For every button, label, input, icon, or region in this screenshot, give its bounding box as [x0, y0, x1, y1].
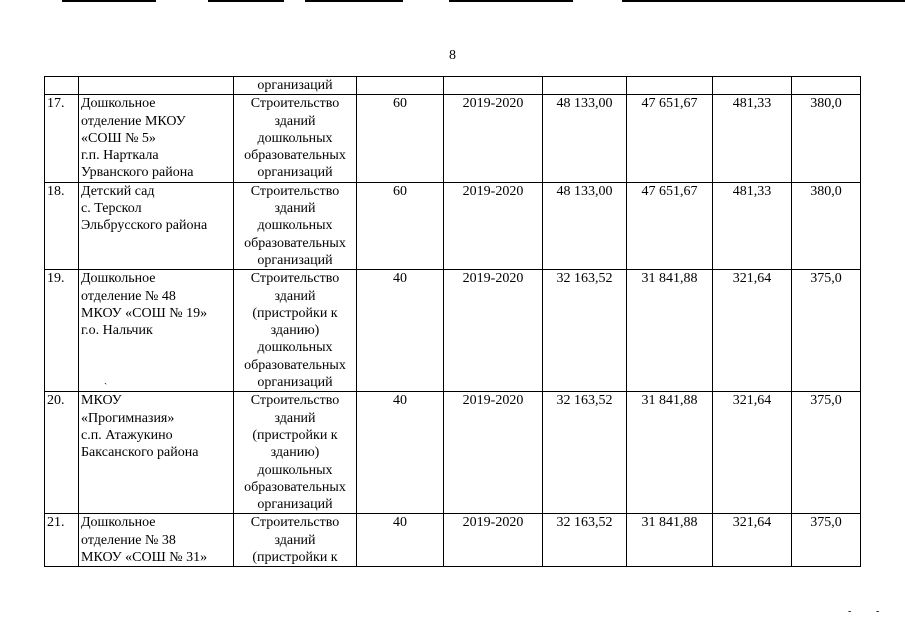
cell-cost: 380,0 — [792, 182, 861, 269]
table-row — [45, 392, 861, 514]
header-rule — [305, 0, 403, 2]
scan-mark: - — [876, 606, 880, 617]
cell-type-line: дошкольных — [257, 340, 333, 356]
cell-type-line: Строительство — [250, 393, 340, 409]
cell-cost — [792, 77, 861, 95]
cell-name-line: с.п. Атажукино — [81, 427, 173, 443]
cell-name-line: отделение № 48 — [81, 288, 176, 304]
cell-num: 20. — [45, 392, 79, 514]
cell-num: 19. — [45, 270, 79, 392]
cell-name-line: Дошкольное — [81, 515, 156, 531]
cell-cost: 375,0 — [792, 514, 861, 567]
cell-type-line: Строительство — [250, 96, 340, 112]
cell-num: 17. — [45, 95, 79, 182]
cell-regional: 321,64 — [713, 392, 792, 514]
cell-name — [79, 182, 234, 269]
cell-capacity: 60 — [357, 95, 444, 182]
header-rule — [62, 0, 156, 2]
table-row — [45, 77, 861, 95]
cell-total: 32 163,52 — [543, 392, 627, 514]
cell-type-line: зданий — [274, 113, 316, 129]
table-row — [45, 95, 861, 182]
cell-type: организаций — [234, 77, 357, 95]
table-row — [45, 182, 861, 269]
cell-type-line: (пристройки к — [252, 427, 338, 443]
cell-name-line: Детский сад — [81, 183, 155, 199]
cell-name-line: Баксанского района — [81, 445, 199, 461]
cell-capacity — [357, 77, 444, 95]
cell-type — [234, 514, 357, 567]
cell-type-line: дошкольных — [257, 462, 333, 478]
cell-period: 2019-2020 — [444, 392, 543, 514]
cell-name-line: с. Терскол — [81, 201, 142, 217]
cell-type-line: зданий — [274, 410, 316, 426]
cell-period — [444, 77, 543, 95]
cell-name — [79, 270, 234, 392]
cell-type-line: образовательных — [244, 148, 346, 164]
cell-cost: 380,0 — [792, 95, 861, 182]
cell-name-line: отделение № 38 — [81, 532, 176, 548]
header-rule — [449, 0, 573, 2]
cell-type-line: зданий — [274, 201, 316, 217]
cell-name-line: Дошкольное — [81, 96, 156, 112]
cell-type-line: зданию) — [270, 323, 320, 339]
cell-name-line: отделение МКОУ — [81, 113, 186, 129]
cell-regional: 481,33 — [713, 95, 792, 182]
cell-type-line: Строительство — [250, 515, 340, 531]
scan-mark: ˎ — [104, 374, 108, 385]
cell-num: 21. — [45, 514, 79, 567]
cell-name-line: МКОУ — [81, 393, 122, 409]
scan-mark: - — [848, 606, 852, 617]
cell-type-line: организаций — [257, 375, 333, 391]
cell-num — [45, 77, 79, 95]
cell-capacity: 40 — [357, 514, 444, 567]
cell-type-line: образовательных — [244, 479, 346, 495]
cell-type-line: зданию) — [270, 445, 320, 461]
cell-federal: 31 841,88 — [627, 270, 713, 392]
cell-name-line: Эльбрусского района — [81, 218, 208, 234]
cell-federal: 47 651,67 — [627, 182, 713, 269]
table-row — [45, 270, 861, 392]
page-number: 8 — [449, 48, 456, 63]
cell-type-line: зданий — [274, 532, 316, 548]
cell-total: 48 133,00 — [543, 95, 627, 182]
cell-type-line: Строительство — [250, 271, 340, 287]
cell-type-line: Строительство — [250, 183, 340, 199]
cell-name — [79, 392, 234, 514]
cell-type-line: образовательных — [244, 357, 346, 373]
cell-name-line: Урванского района — [81, 165, 194, 181]
cell-capacity: 60 — [357, 182, 444, 269]
cell-type — [234, 182, 357, 269]
cell-regional: 481,33 — [713, 182, 792, 269]
cell-federal: 31 841,88 — [627, 514, 713, 567]
cell-type — [234, 95, 357, 182]
cell-type-line: образовательных — [244, 235, 346, 251]
cell-cost: 375,0 — [792, 270, 861, 392]
cell-name-line: Дошкольное — [81, 271, 156, 287]
cell-federal: 47 651,67 — [627, 95, 713, 182]
cell-type — [234, 392, 357, 514]
cell-name — [79, 514, 234, 567]
cell-regional — [713, 77, 792, 95]
cell-name-line: г.п. Нарткала — [81, 148, 159, 164]
cell-name-line: «Прогимназия» — [81, 410, 175, 426]
objects-table — [44, 76, 861, 567]
cell-name — [79, 77, 234, 95]
cell-federal — [627, 77, 713, 95]
table-row — [45, 514, 861, 567]
cell-total: 32 163,52 — [543, 270, 627, 392]
cell-type — [234, 270, 357, 392]
cell-num: 18. — [45, 182, 79, 269]
cell-total — [543, 77, 627, 95]
cell-period: 2019-2020 — [444, 270, 543, 392]
cell-type-line: дошкольных — [257, 130, 333, 146]
cell-type-line: зданий — [274, 288, 316, 304]
cell-name-line: МКОУ «СОШ № 31» — [81, 550, 208, 566]
cell-name — [79, 95, 234, 182]
cell-total: 32 163,52 — [543, 514, 627, 567]
cell-type-line: организаций — [257, 252, 333, 268]
cell-capacity: 40 — [357, 270, 444, 392]
cell-cost: 375,0 — [792, 392, 861, 514]
cell-period: 2019-2020 — [444, 95, 543, 182]
cell-type-line: организаций — [257, 497, 333, 513]
cell-regional: 321,64 — [713, 270, 792, 392]
cell-regional: 321,64 — [713, 514, 792, 567]
cell-type-line: (пристройки к — [252, 305, 338, 321]
cell-type-line: дошкольных — [257, 218, 333, 234]
cell-name-line: г.о. Нальчик — [81, 323, 153, 339]
cell-period: 2019-2020 — [444, 514, 543, 567]
cell-name-line: «СОШ № 5» — [81, 130, 156, 146]
cell-type-line: (пристройки к — [252, 550, 338, 566]
cell-name-line: МКОУ «СОШ № 19» — [81, 305, 208, 321]
header-rule — [622, 0, 905, 2]
cell-type-line: организаций — [257, 165, 333, 181]
header-rule — [208, 0, 284, 2]
cell-federal: 31 841,88 — [627, 392, 713, 514]
cell-total: 48 133,00 — [543, 182, 627, 269]
cell-period: 2019-2020 — [444, 182, 543, 269]
cell-capacity: 40 — [357, 392, 444, 514]
